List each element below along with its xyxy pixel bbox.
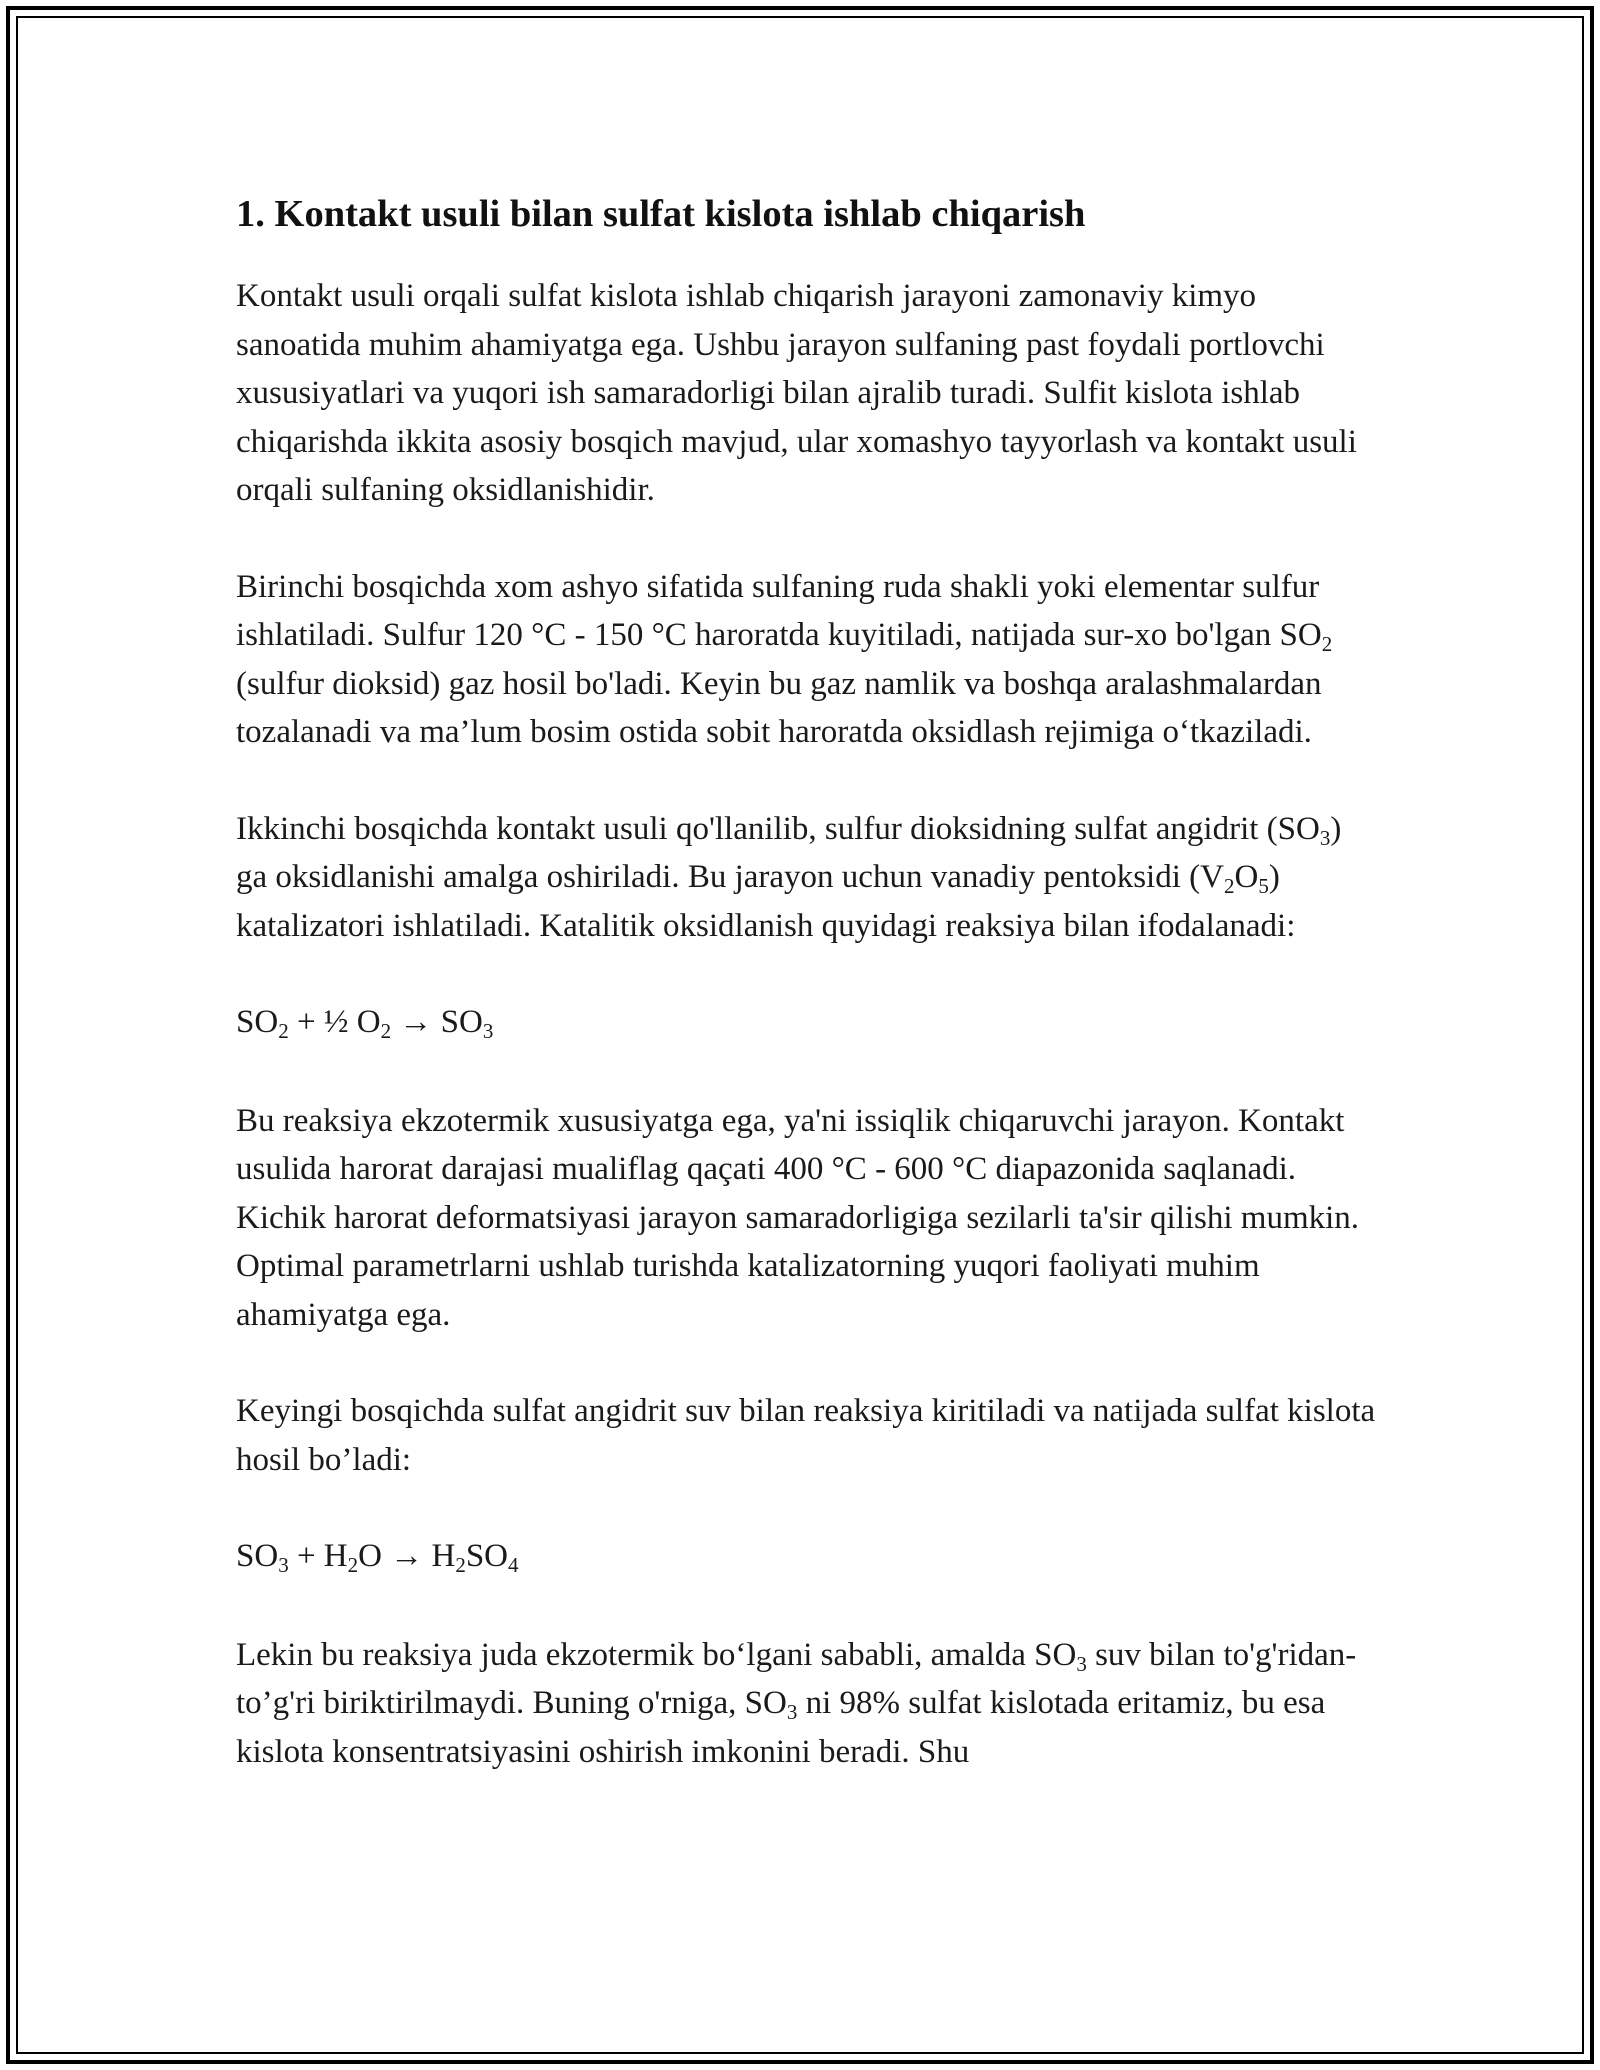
equation-hydration: $SO_3 + H_2O \to H_2SO_4$ xyxy=(236,1538,519,1577)
subscript: 2 xyxy=(1223,874,1235,898)
paragraph-absorption: Lekin bu reaksiya juda ekzotermik bo‘lgani sababli, amalda $SO_3$ suv bilan to'g'ridan-to’g'ri biriktirilmaydi. Buning o'rniga, $SO_3$ ni 98% sulfat kislotada eritamiz, bu esa kislota konsentratsiyasini oshirish imkonini beradi. Shu xyxy=(236,1636,1357,1770)
subscript: 2 xyxy=(347,1553,359,1577)
subscript: 3 xyxy=(1076,1651,1087,1676)
subscript: 3 xyxy=(786,1700,798,1724)
subscript: 2 xyxy=(380,1019,392,1043)
subscript: 3 xyxy=(482,1019,494,1043)
document-body xyxy=(236,186,1376,1824)
paragraph-stage-one: Birinchi bosqichda xom ashyo sifatida sulfaning ruda shakli yoki elementar sulfur ishlatiladi. Sulfur 120 °C - 150 °C haroratda kuyitiladi, natijada sur-xo bo'lgan $SO_2$ (sulfur dioksid) gaz hosil bo'ladi. Keyin bu gaz namlik va boshqa aralashmalardan tozalanadi va ma’lum bosim ostida sobit haroratda oksidlash rejimiga o‘tkaziladi. xyxy=(236,568,1333,750)
subscript: 5 xyxy=(1258,874,1269,898)
subscript: 2 xyxy=(455,1553,466,1577)
paragraph-stage-two: Ikkinchi bosqichda kontakt usuli qo'llanilib, sulfur dioksidning sulfat angidrit $(SO_3)$ ga oksidlanishi amalga oshiriladi. Bu jarayon uchun vanadiy pentoksidi $(V_2O_5)$ katalizatori ishlatiladi. Katalitik oksidlanish quyidagi reaksiya bilan ifodalanadi: xyxy=(236,810,1342,944)
paragraph-intro: Kontakt usuli orqali sulfat kislota ishlab chiqarish jarayoni zamonaviy kimyo sanoatida muhim ahamiyatga ega. Ushbu jarayon sulfaning past foydali portlovchi xususiyatlari va yuqori ish samaradorligi bilan ajralib turadi. Sulfit kislota ishlab chiqarishda ikkita asosiy bosqich mavjud, ular xomashyo tayyorlash va kontakt usuli orqali sulfaning oksidlanishidir. xyxy=(236,278,1357,508)
subscript: 4 xyxy=(508,1553,519,1577)
subscript: 2 xyxy=(1321,632,1333,656)
section-heading: 1. Kontakt usuli bilan sulfat kislota ishlab chiqarish xyxy=(236,193,1086,235)
subscript: 3 xyxy=(1319,825,1331,850)
subscript: 2 xyxy=(278,1019,289,1043)
equation-oxidation: $SO_2$ + ½ $O_2 \to SO_3$ xyxy=(236,1004,494,1043)
paragraph-next-stage: Keyingi bosqichda sulfat angidrit suv bilan reaksiya kiritiladi va natijada sulfat kislota hosil bo’ladi: xyxy=(236,1393,1376,1478)
paragraph-exothermic: Bu reaksiya ekzotermik xususiyatga ega, ya'ni issiqlik chiqaruvchi jarayon. Kontakt usulida harorat darajasi mualiflag qaçati 400 °C - 600 °C diapazonida saqlanadi. Kichik harorat deformatsiyasi jarayon samaradorligiga sezilarli ta'sir qilishi mumkin. Optimal parametrlarni ushlab turishda katalizatorning yuqori faoliyati muhim ahamiyatga ega. xyxy=(236,1102,1360,1333)
subscript: 3 xyxy=(278,1553,289,1577)
